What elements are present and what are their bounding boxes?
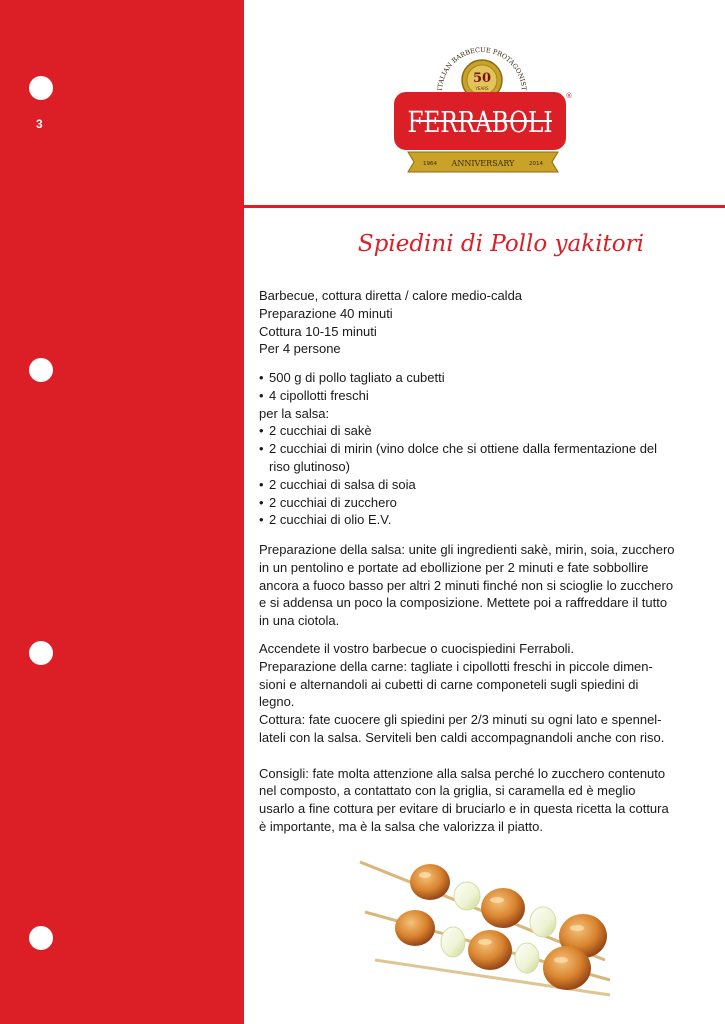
ingredient-item: • 2 cucchiai di zucchero (259, 494, 699, 512)
binder-hole (29, 358, 53, 382)
paragraph-line: e si addensa un poco la composizione. Mettete poi a raffreddare il tutto (259, 595, 668, 611)
ingredient-item: • 500 g di pollo tagliato a cubetti (259, 369, 699, 387)
paragraph-line: ancora a fuoco basso per altri 2 minuti finché non si scioglie lo zucchero (259, 577, 674, 593)
binder-hole (29, 76, 53, 100)
binder-hole (29, 641, 53, 665)
carne-instructions (259, 640, 699, 836)
ribbon-label: ANNIVERSARY (451, 159, 515, 168)
cottura-line: Preparazione 40 minuti (259, 305, 393, 321)
salsa-instructions (259, 541, 699, 630)
cottura-line: Barbecue, cottura diretta / calore medio-calda (259, 288, 523, 303)
yakitori-skewers-photo (355, 850, 625, 1000)
consigli-line: è importante, ma è la salsa che valorizza il piatto. (259, 818, 543, 834)
binder-hole (29, 926, 53, 950)
ingredient-item-continuation: riso glutinoso) (269, 458, 350, 474)
paragraph-line: in un pentolino e portate ad ebollizione per 2 minuti e fate sobbollire (259, 559, 649, 575)
paragraph-line: sioni e alternandoli ai cubetti di carne componeteli sugli spiedini di (259, 676, 639, 692)
consigli-line: usarlo a fine cottura per evitare di bruciarlo e in questa ricetta la cottura (259, 801, 669, 817)
brand-wordmark: FERRABOLI (407, 105, 553, 139)
consigli-line: nel composto, a contattato con la griglia, si caramella ed è meglio (259, 783, 636, 799)
paragraph-line: in una ciotola. (259, 613, 340, 629)
left-sidebar (0, 0, 244, 1024)
badge-number: 50 (472, 71, 492, 86)
ingredient-item: • 2 cucchiai di olio E.V. (259, 511, 699, 529)
paragraph-line: Preparazione della carne: tagliate i cipollotti freschi in piccole dimen- (259, 658, 653, 674)
ingredient-item: • 2 cucchiai di salsa di soia (259, 476, 699, 494)
registered-mark: ® (565, 92, 573, 100)
logo-arc-text: ITALIAN BARBECUE PROTAGONIST (436, 46, 529, 91)
ingredient-item: • 2 cucchiai di sakè (259, 422, 699, 440)
header-divider (244, 205, 725, 208)
ferraboli-anniversary-logo (390, 46, 575, 178)
paragraph-line: lateli con la salsa. Serviteli ben caldi accompagnandoli anche con riso. (259, 729, 665, 745)
paragraph-line: Accendete il vostro barbecue o cuocispiedini Ferraboli. (259, 641, 575, 656)
consigli-line: Consigli: fate molta attenzione alla salsa perché lo zucchero contenuto (259, 765, 666, 781)
paragraph-line: Preparazione della salsa: unite gli ingredienti sakè, mirin, soia, zucchero (259, 542, 675, 557)
cottura-details (259, 287, 699, 358)
ingredient-item: • 4 cipollotti freschi (259, 387, 699, 405)
ribbon-end-year: 2014 (529, 161, 543, 167)
recipe-title: Spiedini di Pollo yakitori (357, 231, 644, 257)
badge-label: YEARS (475, 86, 489, 91)
salsa-heading: per la salsa: (259, 405, 330, 421)
paragraph-line: legno. (259, 694, 295, 710)
cottura-line: Per 4 persone (259, 341, 341, 357)
page-number: 3 (36, 117, 43, 131)
ingredients-list (259, 369, 699, 529)
ribbon-start-year: 1964 (423, 161, 437, 167)
paragraph-line: Cottura: fate cuocere gli spiedini per 2/3 minuti su ogni lato e spennel- (259, 712, 662, 728)
cottura-line: Cottura 10-15 minuti (259, 323, 377, 339)
ingredient-item: • 2 cucchiai di mirin (vino dolce che si ottiene dalla fermentazione del (259, 440, 699, 458)
